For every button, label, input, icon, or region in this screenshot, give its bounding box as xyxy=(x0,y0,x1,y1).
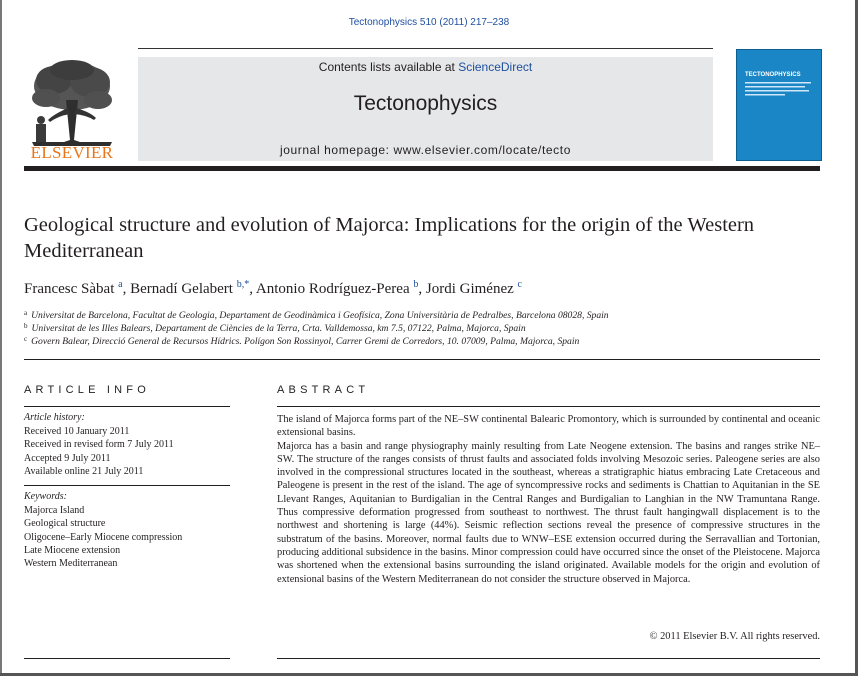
contents-line xyxy=(138,60,713,74)
affiliation-text: Universitat de les Illes Balears, Departament de Ciències de la Terra, Crta. Valldemossa, km 7.5, 07122, Palma, Majorca, Spain xyxy=(31,323,526,334)
author-name[interactable]: Antonio Rodríguez-Perea xyxy=(255,281,410,297)
author-affiliation-mark[interactable]: b xyxy=(413,279,419,290)
frame-left-edge xyxy=(0,0,2,676)
author-name[interactable]: Jordi Giménez xyxy=(425,281,514,297)
bottom-rule-left xyxy=(24,658,230,659)
author-affiliation-mark[interactable]: a xyxy=(118,279,123,290)
author-separator: , xyxy=(249,281,256,297)
journal-cover-thumbnail xyxy=(736,49,822,161)
author-separator: , xyxy=(418,281,426,297)
sciencedirect-link[interactable]: ScienceDirect xyxy=(458,60,533,74)
history-list xyxy=(24,425,230,478)
history-item: Accepted 9 July 2011 xyxy=(24,452,111,464)
keyword-item: Late Miocene extension xyxy=(24,544,121,556)
keywords-label: Keywords: xyxy=(24,491,67,502)
copyright-notice: © 2011 Elsevier B.V. All rights reserved. xyxy=(649,631,820,642)
cover-title: TECTONOPHYSICS xyxy=(745,72,801,78)
abstract-paragraph: Majorca has a basin and range physiography mainly resulting from Late Neogene extension. The basins and ranges strike NE–SW. The structure of the ranges consists of thrust faults and associated folds involving Mesozoic series. Paleogene series are also involved in the compressional structures located in the southeast, whereas a stratigraphic hiatus embracing Late Cretaceous and Paleogene is present in the rest of the island. The age of syncompressive rocks and sediments is Chattian to Aquitanian in the SE Llevant Ranges, Aquitanian to Burdigalian in the Central Ranges and Burdigalian to Langhian in the NW Tramuntana Range. Thus compressive deformation progressed from southeast to northwest. The thrust fault hangingwall displacement is to the northwest and shortening is large (44%). Seismic reflection sections reveal the presence of compressive structures in the substratum of the basins. Moreover, normal faults due to WNW–ESE extension occurred during the Serravallian and Tortonian, producing additional subsidence in the basins. Minor compression could have occurred since the onset of the Pleistocene. Majorca was shortened when the extensional basins surrounding the island originated. Available models for the origin and evolution of extensional basins of the Western Mediterranean do not consider the structure observed in Majorca. xyxy=(277,440,820,585)
journal-header-box xyxy=(138,57,713,161)
author-affiliation-mark[interactable]: b,* xyxy=(236,279,250,290)
journal-name: Tectonophysics xyxy=(353,92,498,115)
affiliation-text: Universitat de Barcelona, Facultat de Geologia, Departament de Geodinàmica i Geofísica, Zona Universitària de Pedralbes, Barcelona 08028, Spain xyxy=(31,310,609,321)
journal-homepage-link[interactable]: journal homepage: www.elsevier.com/locate/tecto xyxy=(279,143,571,157)
abstract-paragraph: The island of Majorca forms part of the NE–SW continental Balearic Promontory, which is surrounded by continental and oceanic extensional basins. xyxy=(277,414,820,439)
affiliation-c xyxy=(24,335,824,347)
article-title: Geological structure and evolution of Majorca: Implications for the origin of the Western Mediterranean xyxy=(24,214,755,262)
bottom-rule-right xyxy=(277,658,820,659)
affiliation-key: a xyxy=(24,309,28,317)
article-info-rule-2 xyxy=(24,485,230,486)
history-item: Available online 21 July 2011 xyxy=(24,465,144,477)
history-label: Article history: xyxy=(24,412,85,423)
abstract-rule xyxy=(277,406,820,407)
history-item: Received 10 January 2011 xyxy=(24,426,130,437)
affiliation-key: b xyxy=(24,322,28,330)
header-rule-bottom xyxy=(24,166,820,171)
keywords-list xyxy=(24,504,230,570)
header-rule-top xyxy=(138,48,713,49)
author-name[interactable]: Francesc Sàbat xyxy=(24,281,115,297)
article-info-heading: ARTICLE INFO xyxy=(24,384,150,396)
author-name[interactable]: Bernadí Gelabert xyxy=(130,281,233,297)
keyword-item: Oligocene–Early Miocene compression xyxy=(24,531,183,543)
affiliation-text: Govern Balear, Direcció General de Recursos Hídrics. Polígon Son Rossinyol, Carrer Gremi de Corredors, 10. 07009, Palma, Majorca, Spain xyxy=(31,336,580,347)
affiliation-a xyxy=(24,309,824,321)
article-info-rule xyxy=(24,406,230,407)
affiliation-key: c xyxy=(24,335,28,343)
keyword-item: Geological structure xyxy=(24,518,106,530)
cover-text-lines xyxy=(745,82,815,102)
section-divider xyxy=(24,359,820,360)
abstract-body xyxy=(277,413,820,586)
abstract-heading: ABSTRACT xyxy=(277,384,370,396)
history-item: Received in revised form 7 July 2011 xyxy=(24,439,174,451)
affiliation-b xyxy=(24,322,824,334)
author-affiliation-mark[interactable]: c xyxy=(517,279,522,290)
contents-prefix: Contents lists available at xyxy=(318,60,459,74)
author-list xyxy=(24,279,824,298)
keyword-item: Western Mediterranean xyxy=(24,558,118,570)
journal-citation[interactable]: Tectonophysics 510 (2011) 217–238 xyxy=(348,17,510,28)
author-separator: , xyxy=(122,281,131,297)
keyword-item: Majorca Island xyxy=(24,505,85,516)
elsevier-wordmark: ELSEVIER xyxy=(30,143,114,162)
